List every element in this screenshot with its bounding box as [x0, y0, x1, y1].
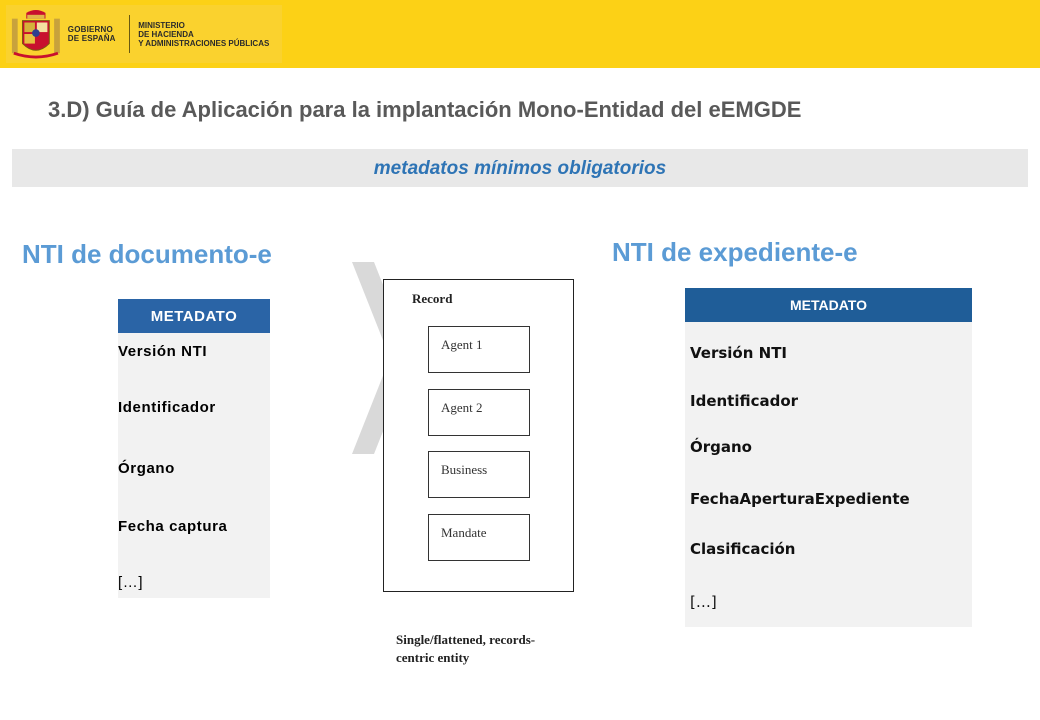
subtitle: metadatos mínimos obligatorios: [373, 158, 667, 179]
ministry-name: [138, 21, 282, 48]
subtitle-bar: [12, 149, 1028, 187]
diagram-box: Agent 1: [428, 326, 530, 373]
ministry-line: DE HACIENDA: [138, 29, 194, 39]
table-row: Identificador: [118, 399, 216, 416]
diagram-box: Business: [428, 451, 530, 498]
table-row: Versión NTI: [690, 344, 788, 362]
government-name: [68, 25, 127, 43]
government-logo: [6, 5, 282, 63]
table-row: Identificador: [690, 392, 799, 410]
table-row: Clasificación: [690, 540, 796, 558]
header-bar: [0, 0, 1040, 68]
gov-name-line: DE ESPAÑA: [67, 34, 116, 43]
table-header: METADATO: [118, 299, 270, 333]
right-section-heading: NTI de expediente-e: [612, 237, 858, 267]
table-row: […]: [118, 574, 144, 591]
ministry-line: MINISTERIO: [138, 20, 185, 30]
diagram-caption: [396, 631, 596, 667]
table-header: METADATO: [685, 288, 972, 322]
ministry-line: Y ADMINISTRACIONES PÚBLICAS: [138, 38, 270, 48]
logo-divider: [129, 15, 130, 53]
left-section-heading: NTI de documento-e: [22, 239, 272, 269]
gov-name-line: GOBIERNO: [67, 25, 113, 34]
record-label: Record: [412, 291, 453, 306]
document-metadata-table: [118, 299, 270, 598]
diagram-box: Mandate: [428, 514, 530, 561]
table-row: FechaAperturaExpediente: [690, 490, 910, 508]
table-row: Órgano: [118, 460, 175, 477]
caption-line: centric entity: [396, 650, 470, 665]
table-row: Órgano: [690, 438, 752, 456]
record-diagram: [383, 279, 574, 592]
table-row: Fecha captura: [118, 518, 228, 535]
diagram-box: Agent 2: [428, 389, 530, 436]
coat-of-arms-icon: [10, 6, 62, 62]
table-row: Versión NTI: [118, 343, 208, 360]
table-row: […]: [690, 593, 717, 611]
page-title: 3.D) Guía de Aplicación para la implantación Mono-Entidad del eEMGDE: [48, 97, 802, 122]
caption-line: Single/flattened, records-: [396, 632, 536, 647]
expediente-metadata-table: [685, 288, 972, 627]
